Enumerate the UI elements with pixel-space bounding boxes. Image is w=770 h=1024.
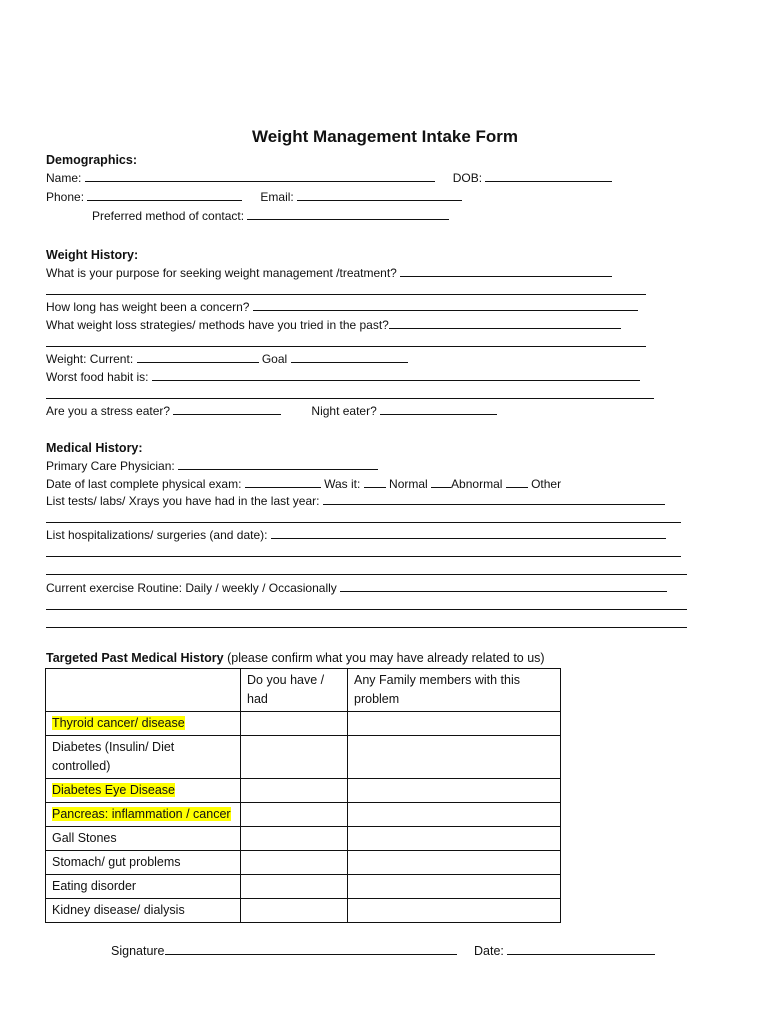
had-cell[interactable] xyxy=(241,779,348,803)
strategies-label: What weight loss strategies/ methods have you tried in the past? xyxy=(46,318,389,332)
condition-cell xyxy=(46,899,241,923)
tests-continuation-line[interactable] xyxy=(46,522,681,523)
name-row xyxy=(46,170,612,186)
purpose-row xyxy=(46,265,612,281)
condition-cell xyxy=(46,712,241,736)
weight-row xyxy=(46,351,408,367)
tests-row xyxy=(46,493,665,509)
had-cell[interactable] xyxy=(241,712,348,736)
date-label: Date: xyxy=(474,944,504,958)
weight-current-label: Weight: Current: xyxy=(46,352,134,366)
email-field[interactable] xyxy=(297,189,462,201)
other-check[interactable] xyxy=(506,476,528,488)
family-cell[interactable] xyxy=(348,712,561,736)
strategies-row xyxy=(46,317,621,333)
tests-label: List tests/ labs/ Xrays you have had in the last year: xyxy=(46,494,320,508)
contact-label: Preferred method of contact: xyxy=(92,209,245,223)
had-cell[interactable] xyxy=(241,827,348,851)
exam-row xyxy=(46,476,561,492)
exam-label: Date of last complete physical exam: xyxy=(46,477,242,491)
had-cell[interactable] xyxy=(241,851,348,875)
table-row xyxy=(46,899,561,923)
date-field[interactable] xyxy=(507,943,655,955)
table-row xyxy=(46,736,561,779)
family-cell[interactable] xyxy=(348,803,561,827)
goal-field[interactable] xyxy=(291,351,408,363)
signature-field[interactable] xyxy=(165,943,457,955)
condition-cell xyxy=(46,803,241,827)
condition-label: Pancreas: inflammation / cancer xyxy=(52,807,231,821)
condition-cell xyxy=(46,827,241,851)
condition-cell xyxy=(46,851,241,875)
date-row xyxy=(474,943,655,958)
condition-label: Thyroid cancer/ disease xyxy=(52,716,185,730)
phone-field[interactable] xyxy=(87,189,242,201)
abnormal-label: Abnormal xyxy=(451,477,503,491)
weight-history-heading: Weight History: xyxy=(46,248,139,262)
pcp-label: Primary Care Physician: xyxy=(46,459,175,473)
goal-label: Goal xyxy=(261,352,288,366)
family-cell[interactable] xyxy=(348,779,561,803)
pcp-row xyxy=(46,458,378,474)
had-cell[interactable] xyxy=(241,899,348,923)
family-cell[interactable] xyxy=(348,899,561,923)
exercise-field[interactable] xyxy=(340,580,667,592)
stress-field[interactable] xyxy=(173,403,281,415)
normal-check[interactable] xyxy=(364,476,386,488)
email-label: Email: xyxy=(260,190,294,204)
tests-field[interactable] xyxy=(323,493,665,505)
was-it-label: Was it: xyxy=(324,477,361,491)
demographics-heading: Demographics: xyxy=(46,153,137,167)
targeted-heading-bold: Targeted Past Medical History xyxy=(46,651,224,665)
eater-row xyxy=(46,403,497,419)
table-row xyxy=(46,875,561,899)
normal-label: Normal xyxy=(389,477,428,491)
purpose-field[interactable] xyxy=(400,265,612,277)
table-row xyxy=(46,779,561,803)
exercise-continuation-line-2[interactable] xyxy=(46,627,687,628)
condition-label: Eating disorder xyxy=(52,879,137,893)
form-title: Weight Management Intake Form xyxy=(251,127,519,146)
had-header-cell: Do you have / had xyxy=(241,669,348,712)
phone-row xyxy=(46,189,462,205)
signature-row xyxy=(111,943,457,958)
exercise-continuation-line-1[interactable] xyxy=(46,609,687,610)
night-label: Night eater? xyxy=(311,404,377,418)
condition-label: Diabetes Eye Disease xyxy=(52,783,175,797)
signature-label: Signature xyxy=(111,944,165,958)
weight-current-field[interactable] xyxy=(137,351,259,363)
concern-row xyxy=(46,299,638,315)
worst-food-row xyxy=(46,369,640,385)
condition-label: Gall Stones xyxy=(52,831,117,845)
worst-food-label: Worst food habit is: xyxy=(46,370,149,384)
hosp-field[interactable] xyxy=(271,527,666,539)
table-row xyxy=(46,803,561,827)
contact-field[interactable] xyxy=(247,208,449,220)
targeted-heading-note: (please confirm what you may have already related to us) xyxy=(223,651,545,665)
exercise-row xyxy=(46,580,667,596)
table-row xyxy=(46,827,561,851)
had-cell[interactable] xyxy=(241,736,348,779)
condition-cell xyxy=(46,736,241,779)
name-field[interactable] xyxy=(85,170,435,182)
worst-food-field[interactable] xyxy=(152,369,640,381)
pcp-field[interactable] xyxy=(178,458,378,470)
had-cell[interactable] xyxy=(241,803,348,827)
other-label: Other xyxy=(531,477,562,491)
night-field[interactable] xyxy=(380,403,497,415)
strategies-field[interactable] xyxy=(389,317,621,329)
condition-label: Stomach/ gut problems xyxy=(52,855,181,869)
hosp-row xyxy=(46,527,666,543)
dob-label: DOB: xyxy=(452,171,483,185)
concern-label: How long has weight been a concern? xyxy=(46,300,250,314)
abnormal-check[interactable] xyxy=(431,476,451,488)
hosp-continuation-line-1[interactable] xyxy=(46,556,681,557)
hosp-label: List hospitalizations/ surgeries (and date): xyxy=(46,528,268,542)
family-cell[interactable] xyxy=(348,827,561,851)
condition-cell xyxy=(46,875,241,899)
table-row xyxy=(46,712,561,736)
hosp-continuation-line-2[interactable] xyxy=(46,574,687,575)
exam-date-field[interactable] xyxy=(245,476,321,488)
targeted-history-table xyxy=(45,668,561,923)
stress-label: Are you a stress eater? xyxy=(46,404,171,418)
table-row xyxy=(46,851,561,875)
purpose-label: What is your purpose for seeking weight management /treatment? xyxy=(46,266,397,280)
phone-label: Phone: xyxy=(46,190,85,204)
family-cell[interactable] xyxy=(348,851,561,875)
worst-food-continuation-line[interactable] xyxy=(46,398,654,399)
medical-history-heading: Medical History: xyxy=(46,441,143,455)
condition-label: Diabetes (Insulin/ Diet controlled) xyxy=(52,740,175,773)
had-cell[interactable] xyxy=(241,875,348,899)
family-cell[interactable] xyxy=(348,875,561,899)
family-cell[interactable] xyxy=(348,736,561,779)
name-label: Name: xyxy=(46,171,82,185)
purpose-continuation-line[interactable] xyxy=(46,294,646,295)
condition-cell xyxy=(46,779,241,803)
contact-row xyxy=(92,208,449,224)
condition-label: Kidney disease/ dialysis xyxy=(52,903,185,917)
exercise-label: Current exercise Routine: Daily / weekly / Occasionally xyxy=(46,581,337,595)
concern-field[interactable] xyxy=(253,299,638,311)
strategies-continuation-line[interactable] xyxy=(46,346,646,347)
condition-header-cell xyxy=(46,669,241,712)
family-header-cell: Any Family members with this problem xyxy=(348,669,561,712)
dob-field[interactable] xyxy=(485,170,612,182)
table-header-row xyxy=(46,669,561,712)
targeted-history-heading xyxy=(46,651,545,665)
